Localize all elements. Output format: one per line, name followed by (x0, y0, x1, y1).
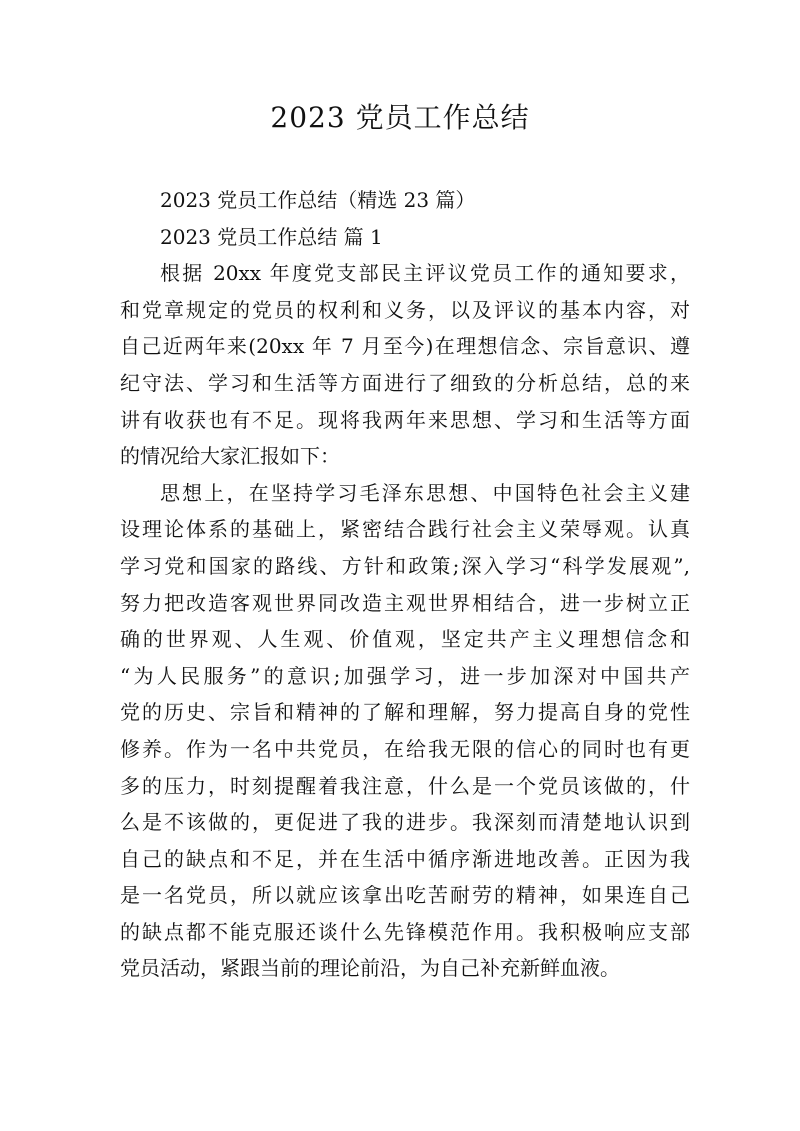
paragraph-line: 的缺点都不能克服还谈什么先锋模范作用。我积极响应支部 (120, 919, 690, 944)
paragraph-line: 纪守法、学习和生活等方面进行了细致的分析总结，总的来 (120, 370, 690, 395)
paragraph-line: 自己近两年来(20xx 年 7 月至今)在理想信念、宗旨意识、遵 (120, 334, 690, 359)
paragraph-line: 多的压力，时刻提醒着我注意，什么是一个党员该做的，什 (120, 773, 690, 798)
paragraph-line: “为人民服务”的意识;加强学习，进一步加深对中国共产 (120, 663, 690, 688)
paragraph-line: 么是不该做的，更促进了我的进步。我深刻而清楚地认识到 (120, 810, 690, 835)
paragraph-line: 设理论体系的基础上，紧密结合践行社会主义荣辱观。认真 (120, 517, 690, 542)
paragraph-line: 努力把改造客观世界同改造主观世界相结合，进一步树立正 (120, 590, 690, 615)
paragraph-line: 讲有收获也有不足。现将我两年来思想、学习和生活等方面 (120, 407, 690, 432)
paragraph-line: 和党章规定的党员的权利和义务，以及评议的基本内容，对 (120, 297, 690, 322)
subtitle-line: 2023 党员工作总结（精选 23 篇） (160, 188, 476, 212)
paragraph-line: 是一名党员，所以就应该拿出吃苦耐劳的精神，如果连自己 (120, 883, 690, 908)
paragraph-line: 党的历史、宗旨和精神的了解和理解，努力提高自身的党性 (120, 700, 690, 725)
paragraph-line: 思想上，在坚持学习毛泽东思想、中国特色社会主义建 (160, 480, 690, 505)
section-heading: 2023 党员工作总结 篇 1 (160, 224, 383, 249)
paragraph-line: 根据 20xx 年度党支部民主评议党员工作的通知要求， (160, 261, 690, 286)
paragraph-line: 学习党和国家的路线、方针和政策;深入学习“科学发展观”, (120, 553, 690, 578)
paragraph-line: 自己的缺点和不足，并在生活中循序渐进地改善。正因为我 (120, 846, 690, 871)
document-body (120, 182, 690, 987)
document-title: 2023 党员工作总结 (270, 101, 530, 134)
paragraph-line: 的情况给大家汇报如下： (120, 444, 340, 469)
paragraph-line: 修养。作为一名中共党员，在给我无限的信心的同时也有更 (120, 736, 690, 761)
paragraph-line: 确的世界观、人生观、价值观，坚定共产主义理想信念和 (120, 627, 690, 652)
paragraph-line: 党员活动，紧跟当前的理论前沿，为自己补充新鲜血液。 (120, 956, 620, 981)
